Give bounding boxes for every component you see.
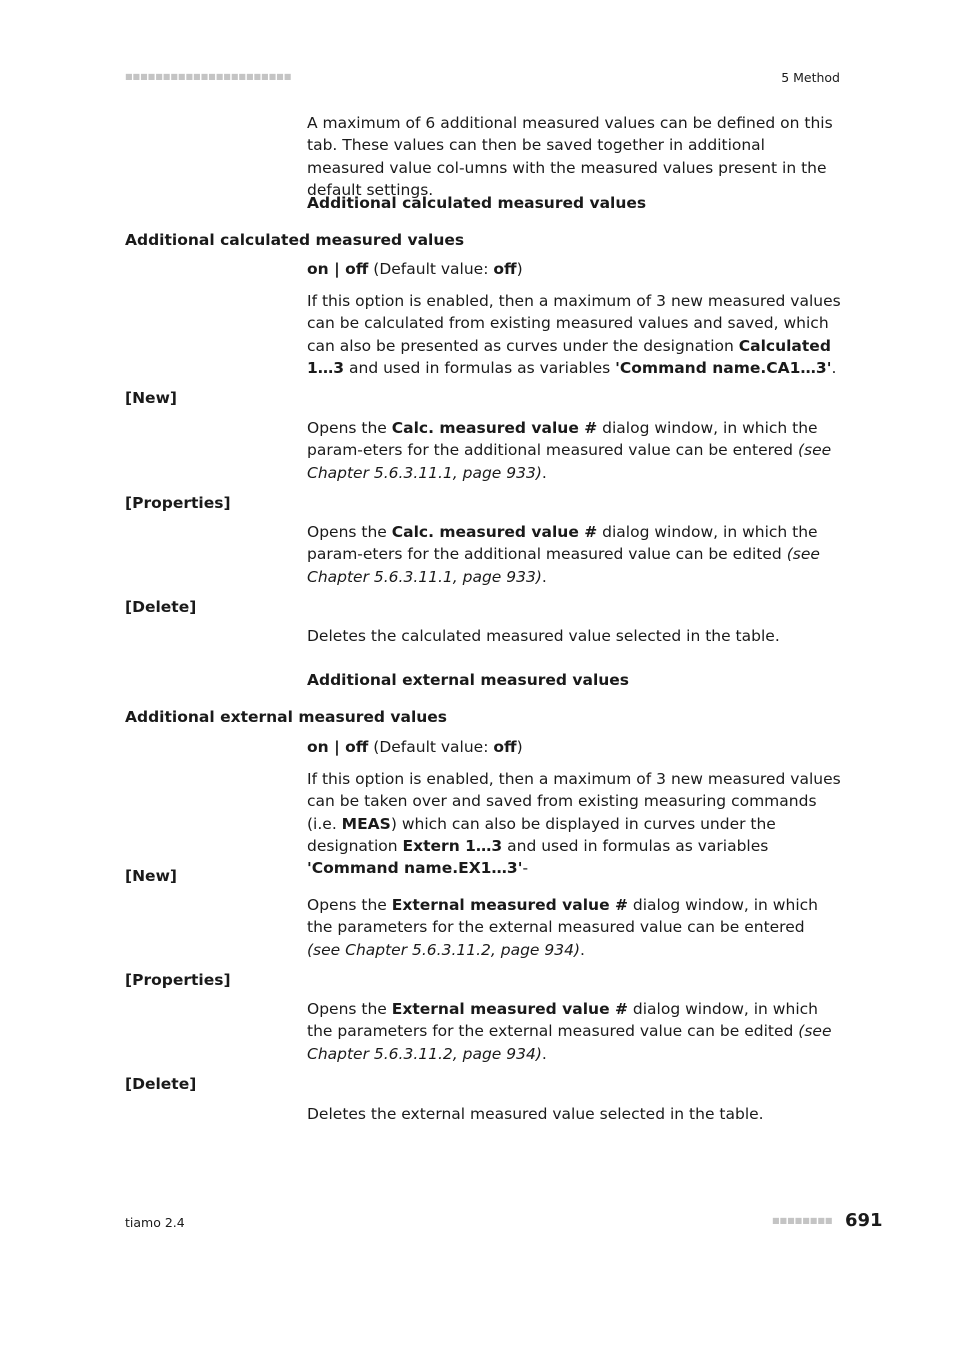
calc-properties-reference: (see Chapter 5.6.3.11.1, page 933) [307,545,820,586]
calc-subheading: Additional calculated measured values [307,194,647,212]
calc-properties-label: [Properties] [125,494,231,512]
ext-delete-description: Deletes the external measured value selected in the table. [307,1105,764,1123]
calc-new-reference: (see Chapter 5.6.3.11.1, page 933) [307,441,832,482]
ext-properties-reference: (see Chapter 5.6.3.11.2, page 934) [307,1022,832,1063]
ext-onoff-values: on | off [307,738,369,756]
header-section-title: 5 Method [781,70,840,85]
ext-onoff-line: on | off (Default value: off) [307,738,523,756]
ext-description: If this option is enabled, then a maximum of 3 new measured values can be taken over and saved from existing measuring commands (i.e. MEAS) which can also be displayed in curves under the designation Extern 1…3 and used in formulas as variables 'Command name.EX1…3'- [307,770,841,878]
calc-new-description: Opens the Calc. measured value # dialog window, in which the param-eters for the additional measured value can be entered (see Chapter 5.6.3.11.1, page 933). [307,419,832,482]
ext-parameter-label: Additional external measured values [125,708,448,726]
calc-properties-description: Opens the Calc. measured value # dialog window, in which the param-eters for the additional measured value can be edited (see Chapter 5.6.3.11.1, page 933). [307,523,820,586]
calc-parameter-label: Additional calculated measured values [125,231,465,249]
calc-onoff-line: on | off (Default value: off) [307,260,523,278]
intro-paragraph: A maximum of 6 additional measured values can be defined on this tab. These values can then be saved together in additional measured value col-umns with the measured values present in the default settings. [307,114,833,199]
calc-delete-description: Deletes the calculated measured value selected in the table. [307,627,780,645]
footer-decoration: ■■■■■■■■ [772,1216,833,1225]
calc-new-label: [New] [125,389,177,407]
ext-properties-label: [Properties] [125,971,231,989]
ext-new-description: Opens the External measured value # dialog window, in which the parameters for the external measured value can be entered (see Chapter 5.6.3.11.2, page 934). [307,896,818,959]
ext-delete-label: [Delete] [125,1075,197,1093]
ext-subheading: Additional external measured values [307,671,630,689]
ext-new-reference: (see Chapter 5.6.3.11.2, page 934) [307,940,581,959]
calc-delete-label: [Delete] [125,598,197,616]
ext-new-label: [New] [125,867,177,885]
calc-onoff-values: on | off [307,260,369,278]
footer-product-name: tiamo 2.4 [125,1215,185,1230]
header-decoration: ■■■■■■■■■■■■■■■■■■■■■■ [125,72,292,81]
ext-properties-description: Opens the External measured value # dialog window, in which the parameters for the external measured value can be edited (see Chapter 5.6.3.11.2, page 934). [307,1000,832,1063]
footer-page-number: 691 [845,1210,883,1231]
calc-description: If this option is enabled, then a maximum of 3 new measured values can be calculated from existing measured values and saved, which can also be presented as curves under the designation Calculated 1…3 and used in formulas as variables 'Command name.CA1…3'. [307,292,841,377]
